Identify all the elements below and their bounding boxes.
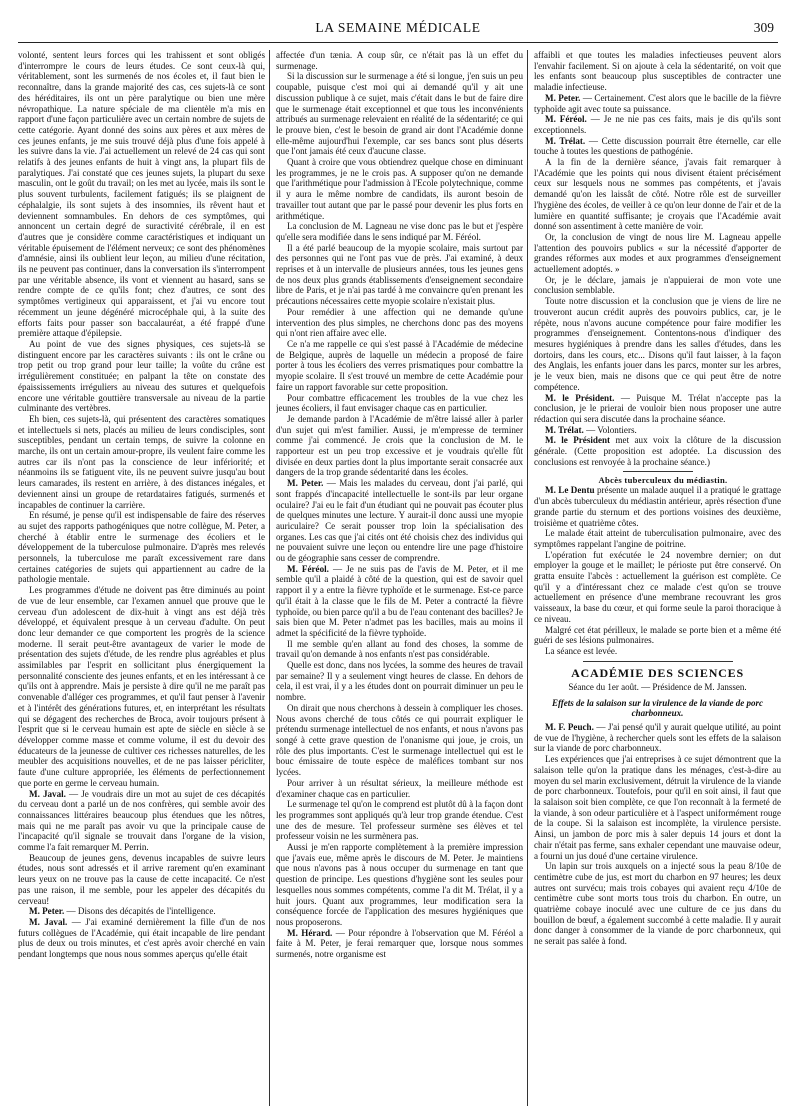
- speech-fereol: [276, 564, 523, 639]
- paragraph: Pour remédier à une affection qui ne demande qu'une intervention des plus simples, ne cherchons donc pas des moyens qui n'ont rien affaire avec elle.: [276, 306, 523, 339]
- speech-text: — Mais les malades du cerveau, dont j'ai parlé, qui sont frappés d'incapacité intellectuelle le sont-ils par leur organe oculaire? J'ai eu le fait d'un étudiant qui ne pouvait pas écouter plus de quelques minutes une lecture. Y aurait-il donc aussi une myopie auriculaire? Ce serait pousser trop loin la spécialisation des organes. Les cas que j'ai cités ont été choisis chez des individus qui ne pouvaient suivre une leçon ou entendre lire une page d'histoire ou de géographie sans cesser de comprendre.: [276, 478, 523, 564]
- paragraph: Quant à croire que vous obtiendrez quelque chose en diminuant les programmes, je ne le crois pas. A supposer qu'on ne demande que l'arithmétique pour l'admission à l'Ecole polytechnique, comme il y aura le même nombre de candidats, ils auront besoin de travailler tout autant que par le passé pour devenir les plus forts en arithmétique.: [276, 157, 523, 221]
- speaker-name: M. le Président: [545, 435, 611, 446]
- speech-peter: [18, 906, 265, 917]
- speaker-name: M. Féréol.: [287, 563, 329, 574]
- speaker-name: M. Trélat.: [545, 424, 584, 435]
- page-number: 309: [753, 20, 774, 35]
- paragraph: Quelle est donc, dans nos lycées, la somme des heures de travail par semaine? Il y a seulement vingt heures de classe. En dehors de cela, il est vrai, il y a les études dont on pourrait diminuer un peu le nombre.: [276, 660, 523, 703]
- section-separator: [623, 471, 693, 472]
- paragraph: Toute notre discussion et la conclusion que je viens de lire ne trouveront aucun crédit auprès des pouvoirs publics, car, je le répète, nous n'avons aucune compétence pour faire modifier les programmes d'enseignement. Contentons-nous d'indiquer des mesures hygiéniques à prendre dans les salles d'études, dans les dortoirs, dans les cours, etc... Disons qu'il faut laisser, à la façon des Anglais, les enfants jouer dans les parcs, monter sur les arbres, je le veux bien, mais ne disons que ce qui peut être de notre compétence.: [534, 296, 781, 392]
- speech-text: — Puisque M. Trélat n'accepte pas la conclusion, je le prierai de vouloir bien nous proposer une autre rédaction qui sera discutée dans la prochaine séance.: [534, 392, 781, 424]
- paragraph: Les expériences que j'ai entreprises à ce sujet démontrent que la salaison telle qu'on la pratique dans les ménages, c'est-à-dire au moyen du sel marin exclusivement, détruit la virulence de la viande de porc charbonneux. Toutefois, pour qu'il en soit ainsi, il faut que la salaison soit bien complète, ce que l'on reconnaît à la fermeté de la viande, à son odeur particulière et à l'aspect uniformément rouge de la coupe. Si la salaison est incomplète, la virulence persiste. Ainsi, un jambon de porc mis à saler depuis 14 jours et dont la chair n'était pas ferme, sans exhaler cependant une mauvaise odeur, a fourni un jus doué d'une certaine virulence.: [534, 754, 781, 861]
- paragraph: Il me semble qu'en allant au fond des choses, la somme de travail qu'on demande à nos enfants n'est pas considérable.: [276, 638, 523, 660]
- paragraph: Pour arriver à un résultat sérieux, la meilleure méthode est d'examiner chaque cas en particulier.: [276, 777, 523, 799]
- paragraph: On dirait que nous cherchons à dessein à compliquer les choses. Nous avons cherché de tous côtés ce qui pourrait expliquer le prétendu surmenage intellectuel de nos enfants, et nous n'avons pas songé à cette grave question de l'onanisme qui joue, je crois, un rôle des plus importants. C'est le surmenage intellectuel qui est le bouc émissaire de toute espèce de maléfices tombant sur nos lycées.: [276, 702, 523, 778]
- paragraph: La conclusion de M. Lagneau ne vise donc pas le but et j'espère qu'elle sera modifiée dans le sens indiqué par M. Féréol.: [276, 221, 523, 242]
- speech-president: [534, 393, 781, 425]
- speaker-name: M. F. Peuch.: [545, 722, 594, 733]
- speech-text: — Volontiers.: [583, 424, 637, 435]
- speaker-name: M. Peter.: [287, 478, 324, 489]
- speech-peter: [276, 478, 523, 564]
- column-divider: [269, 50, 270, 1106]
- speech-trelat: [534, 136, 781, 157]
- paragraph: En résumé, je pense qu'il est indispensable de faire des réserves au sujet des rapports pathogéniques que notre collègue, M. Peter, a cherché à établir entre le surmenage des écoliers et le développement de la tuberculose pulmonaire. D'après mes relevés personnels, la tuberculose me paraît excessivement rare dans certaines catégories de sujets qui appartiennent au cadre de la pathologie mentale.: [18, 510, 265, 585]
- speaker-name: M. Hérard.: [287, 927, 333, 938]
- speech-text: — Certainement. C'est alors que le bacille de la fièvre typhoïde agit avec toute sa puissance.: [534, 92, 781, 114]
- speech-javal: [18, 917, 265, 960]
- speech-text: met aux voix la clôture de la discussion générale. (Cette proposition est adoptée. La discussion des conclusions est renvoyée à la prochaine séance.): [534, 435, 781, 467]
- speech-text: — Je voudrais dire un mot au sujet de ces décapités du cerveau dont a parlé un de nos confrères, qui semble avoir des connaissances littéraires beaucoup plus étendues que les nôtres, mais qui ne me paraît pas avoir vu que la principale cause de l'incapacité qu'il signale se trouvait dans l'organe de la vision, comme l'a fait remarquer M. Perrin.: [18, 788, 265, 853]
- speaker-name: M. Le Dentu: [545, 485, 595, 496]
- paragraph: Pour combattre efficacement les troubles de la vue chez les jeunes écoliers, il faut envisager chaque cas en particulier.: [276, 392, 523, 414]
- speech-text: — Je ne suis pas de l'avis de M. Peter, et il me semble qu'il a plaidé à côté de la question, qui est de savoir quel rapport il y a entre la fièvre typhoïde et le surmenage. Est-ce parce qu'il était à la classe que le fils de M. Peter a contracté la fièvre typhoïde, ou bien parce qu'il a bu de l'eau contenant des bacilles? Je sais bien que M. Peter n'admet pas les bacilles, mais au moins il admet la spécificité de la fièvre typhoïde.: [276, 563, 523, 638]
- speech-text: — Je ne nie pas ces faits, mais je dis qu'ils sont exceptionnels.: [534, 114, 781, 135]
- section-heading: Effets de la salaison sur la virulence de la viande de porc charbonneux.: [551, 698, 764, 719]
- paragraph: Un lapin sur trois auxquels on a injecté sous la peau 8/10e de centimètre cube de jus, est mort du charbon en 97 heures; les deux autres ont survécu; mais trois cobayes qui avaient reçu 4/10e de centimètre cube sont morts tous trois du charbon. En outre, un quatrième cobaye inoculé avec une culture de ce jus dans du bouillon de bœuf, a également succombé à cette maladie. Il y aurait donc danger à consommer de la viande de porc charbonneux, qui ne serait pas salée à fond.: [534, 861, 781, 947]
- column-right: [534, 50, 781, 1106]
- speaker-name: M. Javal.: [29, 916, 68, 927]
- paragraph: Les programmes d'étude ne doivent pas être diminués au point de vue de leur ensemble, car l'examen annuel que prouve que le cerveau d'un adolescent de dix-huit à vingt ans est déjà très développé, et équivalent presque à un cerveau d'adulte. On peut donc leur demander ce que comportent les progrès de la science moderne. Il serait peut-être avantageux de varier le mode de présentation des sujets d'étude, de les rendre plus agréables et plus assimilables par l'esprit en sollicitant plus énergiquement la personnalité consciente des jeunes enfants, et en les intéressant à ce qu'ils ont à apprendre. Mais je persiste à dire qu'il ne me paraît pas convenable d'alléger ces programmes, et qu'il faut penser à l'avenir et à l'intérêt des générations futures, et, en interprétant les résultats qui se dégagent des recherches de Broca, avoir toujours présent à l'esprit que si le cerveau humain est apte de siècle en siècle à se développer comme masse et comme volume, il est du devoir des éducateurs de la jeunesse de cultiver ces richesses naturelles, de les meubler des acquisitions nouvelles, et de ne pas laisser péricliter, faute d'une culture appropriée, les éléments de perfectionnement que porte en germe le cerveau humain.: [18, 585, 265, 788]
- paragraph: Beaucoup de jeunes gens, devenus incapables de suivre leurs études, nous sont adressés et il arrive rarement qu'en examinant leurs yeux on ne trouve pas la cause de cette incapacité. Ce n'est pas une raison, il me semble, pour les appeler des décapités du cerveau!: [18, 852, 265, 906]
- paragraph: La séance est levée.: [545, 645, 618, 656]
- section-heading: Abcès tuberculeux du médiastin.: [598, 475, 728, 486]
- paragraph: Si la discussion sur le surmenage a été si longue, j'en suis un peu coupable, puisque c'est moi qui ai demandé qu'il y ait une discussion publique à ce sujet, mais c'était dans le but de faire dire que le surmenage était exceptionnel et que tous les inconvénients attribués au surmenage relevaient en réalité de la sédentarité; ce qui le prouve bien, c'est le besoin de grand air dont l'Académie donne elle-même aujourd'hui l'exemple, car ses bancs sont plus déserts que l'ont jamais été ceux d'aucune classe.: [276, 71, 523, 157]
- session-line: Séance du 1er août. — Présidence de M. Janssen.: [568, 682, 747, 693]
- paragraph: Aussi je m'en rapporte complètement à la première impression que j'avais eue, même après le discours de M. Peter. Je maintiens que nous n'avons pas à nous occuper du surmenage en tant que question de principe. Les questions d'hygiène sont les seules pour lesquelles nous sommes compétents, comme l'a dit M. Trélat, il y a huit jours. Quant aux programmes, leur modification sera la conséquence forcée de l'application des mesures hygiéniques que nous proposerons.: [276, 842, 523, 927]
- journal-title: LA SEMAINE MÉDICALE: [315, 20, 481, 35]
- paragraph: Il a été parlé beaucoup de la myopie scolaire, mais surtout par des personnes qui ne l'ont pas vue de près. J'ai examiné, à deux reprises et à un intervalle de plusieurs années, tous les jeunes gens de nos deux plus grands établissements d'enseignement secondaire libre de Paris, et je n'ai pas tardé à me convaincre qu'en prenant les précautions nécessaires cette myopie scolaire n'existait plus.: [276, 242, 523, 307]
- paragraph: Ce n'a me rappelle ce qui s'est passé à l'Académie de médecine de Belgique, auprès de laquelle un médecin a proposé de faire porter à tous les écoliers des verres prismatiques pour combattre la myopie scolaire. Il s'est trouvé un membre de cette Académie pour faire un rapport favorable sur cette proposition.: [276, 338, 523, 392]
- paragraph: Or, la conclusion de vingt de nous lire M. Lagneau appelle l'attention des pouvoirs publics « sur la nécessité d'apporter de grandes réformes aux modes et aux programmes d'enseignement actuellement adoptés. »: [534, 231, 781, 275]
- speaker-name: M. Féréol.: [545, 114, 587, 125]
- speech-text: — J'ai pensé qu'il y aurait quelque utilité, au point de vue de l'hygiène, à rechercher quels sont les effets de la salaison sur la viande de porc charbonneux.: [534, 722, 781, 754]
- speaker-name: M. Trélat.: [545, 135, 586, 146]
- speech-text: présente un malade auquel il a pratiqué le grattage d'un abcès tuberculeux du médiastin antérieur, après résection d'une grande partie du sternum et des portions voisines des deuxième, troisième et quatrième côtes.: [534, 485, 781, 528]
- speaker-name: M. Javal.: [29, 788, 66, 799]
- paragraph: Eh bien, ces sujets-là, qui présentent des caractères somatiques et intellectuels si nets, placés au milieu de leurs condisciples, sont susceptibles, pendant un certain temps, de suivre la colonne en marche, ils ont un certain amour-propre, ils veulent faire comme les autres car ils n'ont pas la conscience de leur infériorité; et néanmoins ils se fatiguent vite, ils ne peuvent suivre jusqu'au bout leurs camarades, ils restent en arrière, à des distances inégales, et deviennent ainsi un groupe de retardataires fatigués, surmenés et incapables de continuer la carrière.: [18, 413, 265, 510]
- paragraph: L'opération fut exécutée le 24 novembre dernier; on dut employer la gouge et le maillet; le périoste put être conservé. On gratta ensuite l'abcès : actuellement la guérison est complète. Ce qu'il y a d'intéressant chez ce malade c'est qu'on se trouve actuellement en présence d'une membrane recouvrant les gros vaisseaux, la base du cœur, et qui forme seule la paroi thoracique à ce niveau.: [534, 549, 781, 624]
- column-left: [18, 50, 265, 1106]
- page-header: [18, 12, 778, 43]
- section-separator: [583, 661, 733, 662]
- paragraph: Or, je le déclare, jamais je n'appuierai de mon vote une conclusion semblable.: [534, 274, 781, 296]
- paragraph: Malgré cet état périlleux, le malade se porte bien et a même été guéri de ses lésions pulmonaires.: [534, 624, 781, 646]
- paragraph: affectée d'un tænia. A coup sûr, ce n'était pas là un effet du surmenage.: [276, 50, 523, 71]
- speech-fereol: [534, 114, 781, 135]
- speech-text: — J'ai examiné dernièrement la fille d'un de nos futurs collègues de l'Académie, qui était incapable de lire pendant plus de deux ou trois minutes, et c'est après avoir cherché en vain pendant longtemps que nous nous sommes aperçus qu'elle était: [18, 916, 265, 960]
- speech-herard: [276, 928, 523, 960]
- speech-trelat: [534, 425, 781, 436]
- column-middle: [276, 50, 523, 1106]
- speech-text: — Disons des décapités de l'intelligence.: [64, 906, 216, 917]
- paragraph: volonté, sentent leurs forces qui les trahissent et sont obligés d'interrompre le cours de leurs études. Ce sont ceux-là qui, véritablement, sont les surmenés de nos écoles et, il faut bien le reconnaître, dans la grande majorité des cas, ces sujets-là ce sont des héréditaires, ils ont un père paralytique ou bien une mère névropathique. La nature spéciale de ma clientèle m'a mis en rapport d'une façon particulière avec un certain nombre de sujets de cette catégorie. Ayant donné des soins aux pères et aux mères de ces jeunes enfants, je me suis trouvé déjà plus d'une fois appelé à les suivre dans la vie. J'ai actuellement un relevé de 24 cas qui sont relatifs à des jeunes enfants de huit à vingt ans, la plupart fils de paralytiques. J'ai constaté que ces jeunes sujets, la plupart du sexe masculin, ont le goût du travail; on les met au lycée, mais ils sont le plus souvent turbulents, facilement fatigués; ils se plaignent de céphalalgie, ils sont sujets à des insomnies, ils rêvent haut et deviennent somnambules. En dehors de ces symptômes, qui annoncent un certain degré de suractivité cérébrale, il en est d'autres que je considère comme caractéristiques et indiquant un véritable épuisement de l'élément nerveux; ce sont des phénomènes d'amnésie, ainsi ils oublient leur leçon, au milieu d'une récitation, ils ne peuvent pas continuer, dans la conversation ils s'interrompent par une véritable absence, ils vont et viennent au hasard, sans se rendre compte de ce qu'ils font; chez d'autres, ce sont des symptômes vertigineux qui apparaissent, et j'ai vu encore tout récemment un jeune dégénéré microcéphale qui, à la suite des efforts faits pour passer son baccalauréat, a été frappé d'une première attaque d'épilepsie.: [18, 50, 265, 339]
- speech-ledentu: [534, 485, 781, 528]
- speaker-name: M. Peter.: [545, 92, 581, 103]
- speech-peter: [534, 93, 781, 114]
- speech-javal: [18, 789, 265, 853]
- paragraph: affaibli et que toutes les maladies infectieuses peuvent alors l'envahir facilement. Si on ajoute à cela la sédentarité, on voit que les enfants sont beaucoup plus susceptibles de contracter une maladie infectieuse.: [534, 50, 781, 93]
- paragraph: Le malade était atteint de tuberculisation pulmonaire, avec des symptômes rappelant l'angine de poitrine.: [534, 528, 781, 549]
- paragraph: Au point de vue des signes physiques, ces sujets-là se distinguent encore par les caractères suivants : ils ont le crâne ou trop petit ou trop grand pour leur taille; la voûte du crâne est irrégulièrement constituée; en palpant la tête on constate des épaississements irréguliers au niveau des sutures et quelquefois encore une véritable gouttière transversale au niveau de la partie culminante des vertèbres.: [18, 338, 265, 414]
- speaker-name: M. Peter.: [29, 906, 65, 917]
- column-divider: [527, 50, 528, 1106]
- speech-text: — Cette discussion pourrait être éternelle, car elle touche à toutes les questions de pathogénie.: [534, 135, 781, 157]
- speech-text: — Pour répondre à l'observation que M. Féréol a faite à M. Peter, je ferai remarquer que, lorsque nous sommes surmenés, notre organisme est: [276, 927, 523, 960]
- paragraph: Le surmenage tel qu'on le comprend est plutôt dû à la façon dont les programmes sont appliqués qu'à leur trop grande étendue. C'est une des de mesure. Tel professeur surmène ses élèves et tel professeur voisin ne les surmènera pas.: [276, 799, 523, 842]
- paragraph: Je demande pardon à l'Académie de m'être laissé aller à parler d'un sujet qui m'est familier. Aussi, je m'empresse de terminer comme j'ai commencé. Je crois que la conclusion de M. le rapporteur est un peu trop excessive et je voudrais qu'elle fût divisée en deux parties dont la plus importante serait consacrée aux dangers de la trop grande sédentarité dans les écoles.: [276, 413, 523, 478]
- speech-president: [534, 435, 781, 467]
- academy-title: ACADÉMIE DES SCIENCES: [571, 665, 744, 680]
- speaker-name: M. le Président.: [545, 392, 615, 403]
- paragraph: A la fin de la dernière séance, j'avais fait remarquer à l'Académie que les points qui nous divisent étaient précisément ceux sur lesquels nous ne sommes pas compétents, et j'avais demandé qu'on les laissât de côté. Notre rôle est de surveiller l'hygiène des écoles, de veiller à ce qu'on leur donne de l'air et de la lumière en quantité suffisante; je croyais que l'Académie avait donné son assentiment à cette manière de voir.: [534, 157, 781, 232]
- speech-peuch: [534, 722, 781, 754]
